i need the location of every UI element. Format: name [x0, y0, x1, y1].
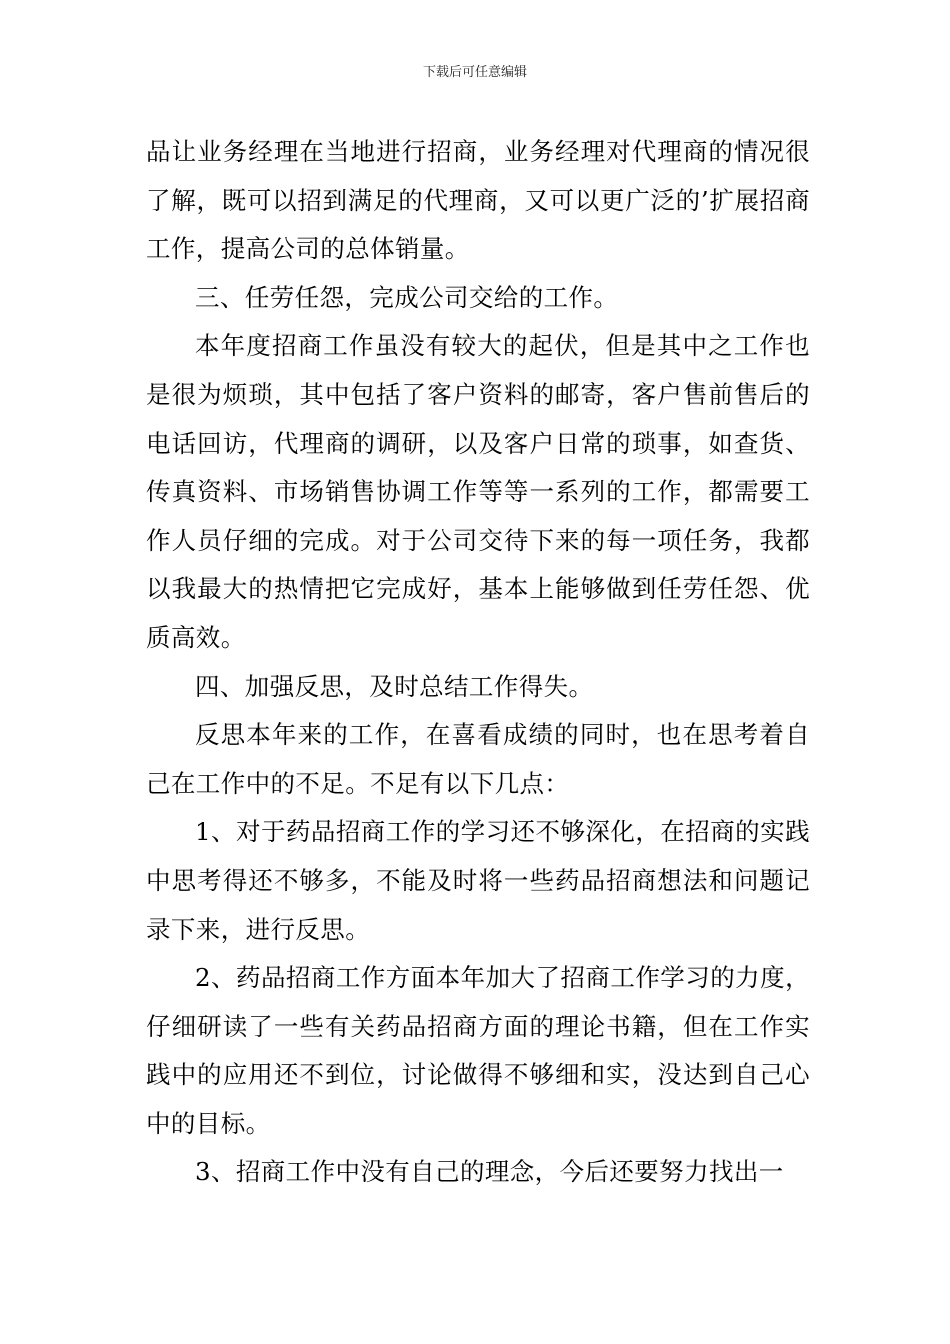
paragraph-7: 2、药品招商工作方面本年加大了招商工作学习的力度，仔细研读了一些有关药品招商方面的理论书籍，但在工作实践中的应用还不到位，讨论做得不够细和实，没达到自己心中的目标。 [146, 963, 810, 1138]
paragraph-6: 1、对于药品招商工作的学习还不够深化，在招商的实践中思考得还不够多，不能及时将一些药品招商想法和问题记录下来，进行反思。 [146, 817, 810, 944]
paragraph-1: 品让业务经理在当地进行招商，业务经理对代理商的情况很了解，既可以招到满足的代理商，又可以更广泛的’扩展招商工作，提高公司的总体销量。 [146, 137, 810, 264]
paragraph-4: 四、加强反思，及时总结工作得失。 [195, 671, 594, 701]
paragraph-3: 本年度招商工作虽没有较大的起伏，但是其中之工作也是很为烦琐，其中包括了客户资料的邮寄，客户售前售后的电话回访，代理商的调研，以及客户日常的琐事，如查货、传真资料、市场销售协调工作等等一系列的工作，都需要工作人员仔细的完成。对于公司交待下来的每一项任务，我都以我最大的热情把它完成好，基本上能够做到任劳任怨、优质高效。 [146, 331, 810, 652]
document-body [146, 128, 810, 1197]
paragraph-5: 反思本年来的工作，在喜看成绩的同时，也在思考着自己在工作中的不足。不足有以下几点： [146, 720, 810, 798]
paragraph-2: 三、任劳任怨，完成公司交给的工作。 [195, 282, 619, 312]
paragraph-8: 3、招商工作中没有自己的理念，今后还要努力找出一 [195, 1157, 784, 1187]
page-header: 下载后可任意编辑 [422, 65, 527, 80]
